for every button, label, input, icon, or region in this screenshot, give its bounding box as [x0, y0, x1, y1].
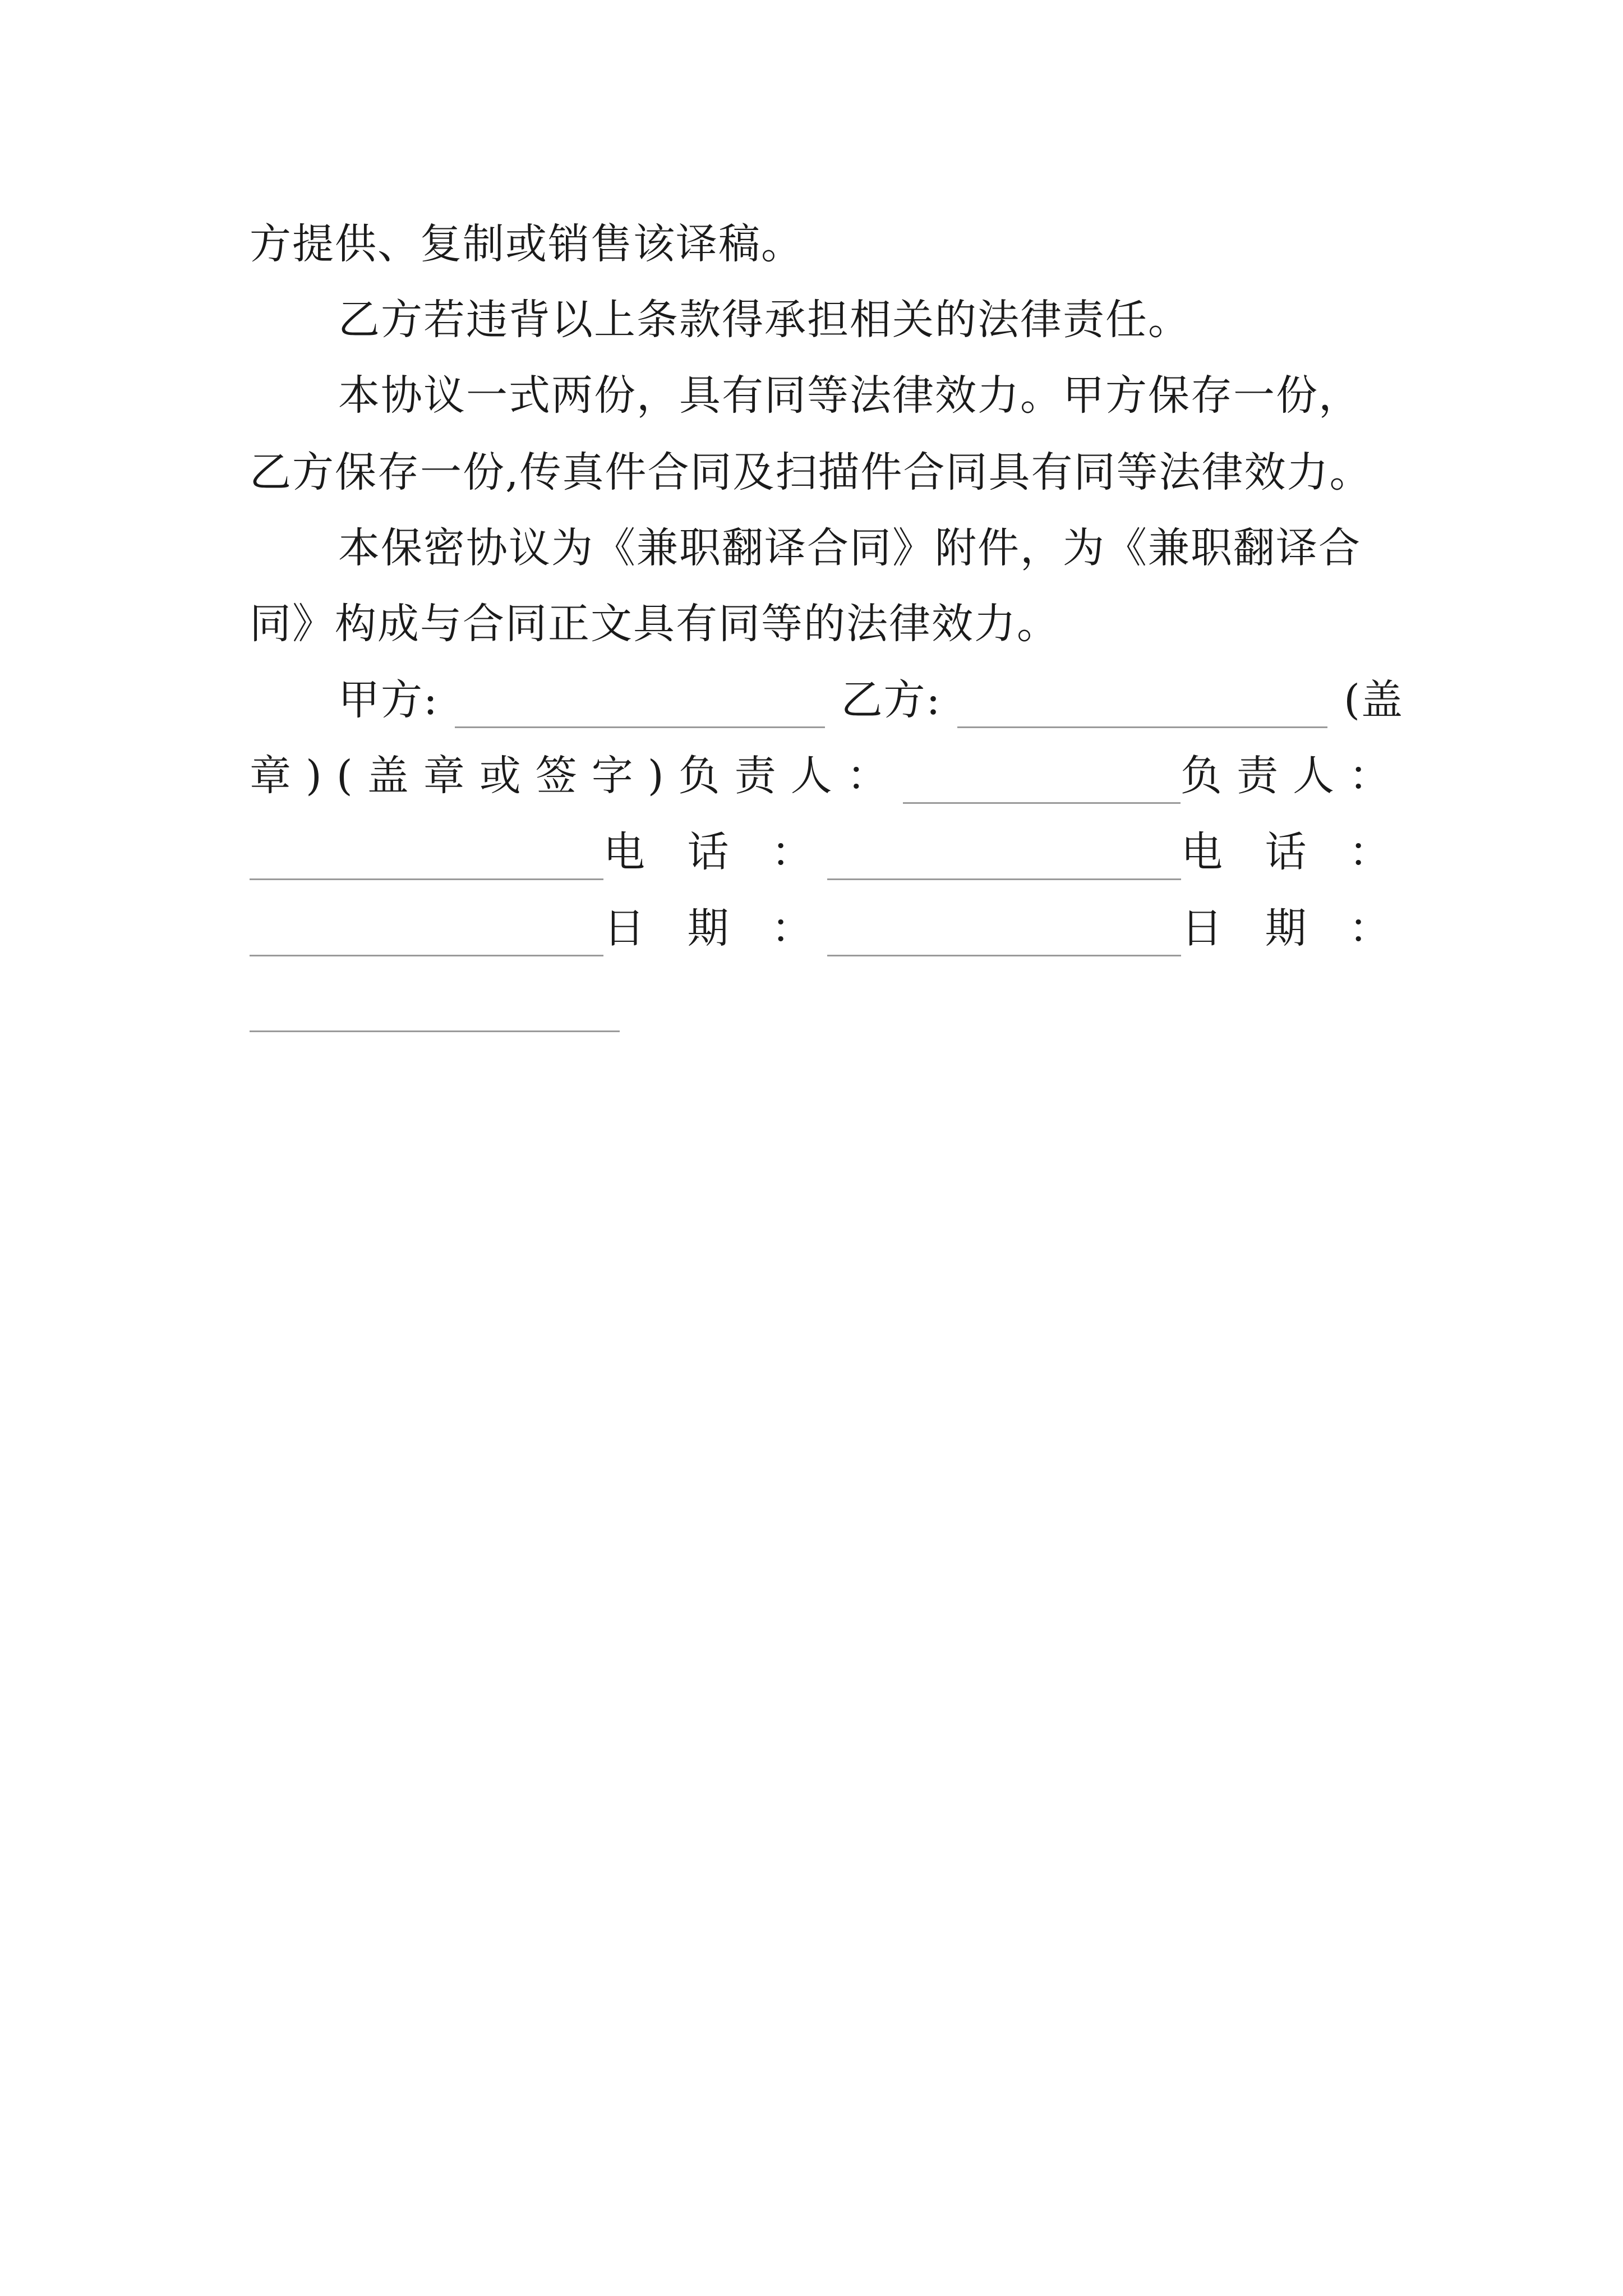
party-a-blank: [455, 687, 825, 728]
responsible-label-b: 负责人：: [1181, 752, 1405, 800]
signature-row-final: [250, 976, 1405, 1032]
phone-label-b: 电 话 ：: [1181, 828, 1405, 876]
party-a-label: 甲方:: [338, 676, 439, 724]
paragraph-line: 方提供、复制或销售该译稿。: [250, 220, 804, 268]
date-label-a: 日 期 ：: [603, 904, 827, 953]
seal-open-label: (盖: [1344, 676, 1404, 724]
responsible-b-blank: [250, 839, 603, 880]
signature-row-date: [250, 900, 1405, 956]
responsible-label-a: 负责人：: [678, 752, 903, 800]
paragraph-line: 乙方若违背以上条款得承担相关的法律责任。: [338, 296, 1191, 344]
party-b-blank: [957, 687, 1327, 728]
signature-row-responsible: [250, 748, 1405, 804]
paragraph-line: 乙方保存一份,传真件合同及扫描件合同具有同等法律效力。: [250, 448, 1372, 496]
signature-row-phone: [250, 824, 1405, 880]
phone-a-blank: [827, 839, 1181, 880]
date-b-blank: [250, 991, 620, 1032]
phone-label-a: 电 话 ：: [603, 828, 827, 876]
phone-b-blank: [250, 915, 603, 956]
responsible-a-blank: [903, 763, 1181, 804]
date-a-blank: [827, 915, 1181, 956]
seal-and-sign-label: 章)(盖章或签字): [250, 752, 679, 800]
signature-row-parties: [338, 672, 1404, 728]
paragraph-line: 本协议一式两份，具有同等法律效力。甲方保存一份，: [338, 371, 1361, 420]
date-label-b: 日 期 ：: [1181, 904, 1405, 953]
party-b-label: 乙方:: [841, 676, 942, 724]
paragraph-line: 本保密协议为《兼职翻译合同》附件，为《兼职翻译合: [338, 524, 1361, 572]
paragraph-line: 同》构成与合同正文具有同等的法律效力。: [250, 600, 1059, 648]
